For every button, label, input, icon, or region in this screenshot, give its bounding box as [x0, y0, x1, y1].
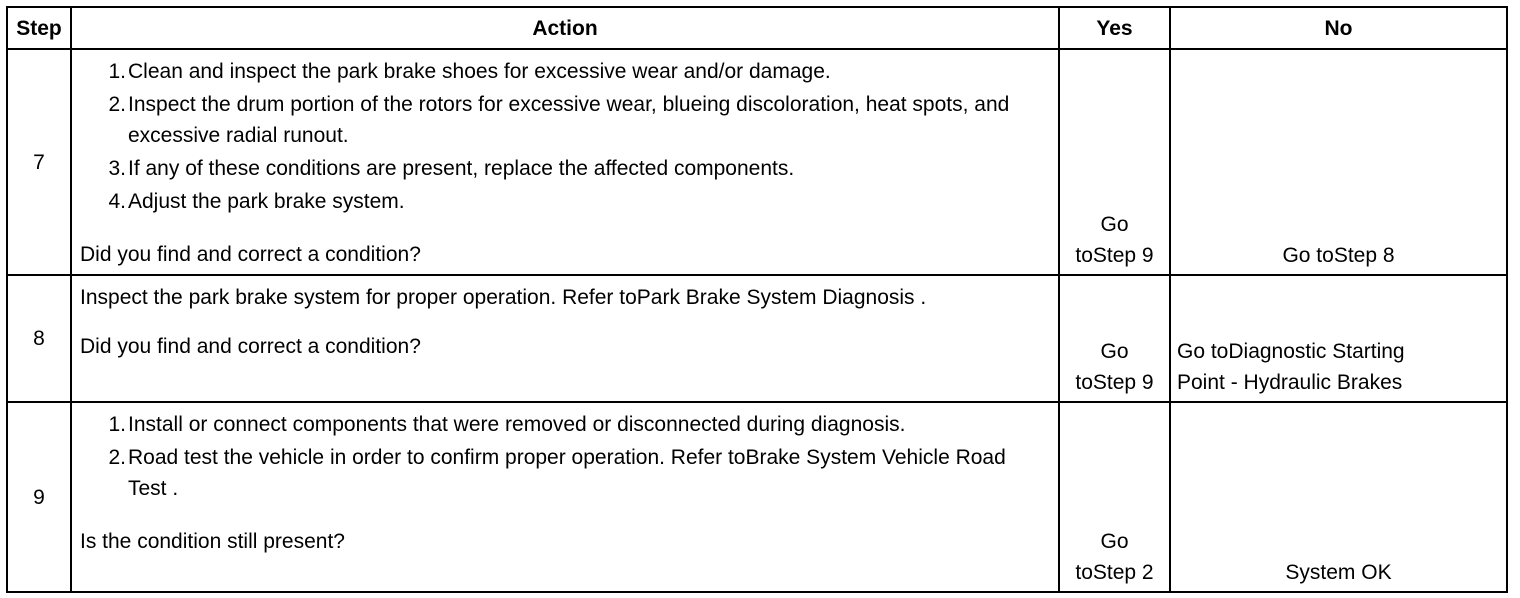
yes-text-line: Go: [1100, 340, 1129, 363]
list-item: [80, 153, 1050, 184]
list-item-text: Install or connect components that were removed or disconnected during diagnosis.: [128, 413, 906, 436]
list-item-number: 4.: [108, 190, 126, 213]
yes-text-line: toStep 9: [1075, 244, 1154, 267]
action-cell: [71, 49, 1059, 275]
list-item-number: 2.: [108, 446, 126, 469]
list-item: [80, 56, 1050, 87]
yes-text-line: Go: [1100, 530, 1129, 553]
header-yes: Yes: [1059, 7, 1170, 49]
step-number: 9: [7, 402, 71, 592]
no-cell: [1170, 275, 1507, 402]
action-cell: [71, 402, 1059, 592]
list-item: [80, 89, 1050, 151]
list-item-text: Clean and inspect the park brake shoes for excessive wear and/or damage.: [128, 60, 831, 83]
yes-cell: [1059, 275, 1170, 402]
table-row: [7, 402, 1507, 592]
no-text-line: Point - Hydraulic Brakes: [1177, 371, 1403, 394]
list-item-number: 1.: [108, 413, 126, 436]
action-list: [80, 409, 1050, 504]
action-question: Did you find and correct a condition?: [80, 243, 421, 266]
no-text-line: Go toStep 8: [1282, 244, 1395, 267]
list-item: [80, 409, 1050, 440]
header-step: Step: [7, 7, 71, 49]
yes-cell: [1059, 402, 1170, 592]
yes-text-line: Go: [1100, 213, 1129, 236]
action-cell: [71, 275, 1059, 402]
header-row: [7, 7, 1507, 49]
list-item: [80, 442, 1050, 504]
table-row: [7, 275, 1507, 402]
step-number: 7: [7, 49, 71, 275]
no-cell: [1170, 402, 1507, 592]
list-item-number: 1.: [108, 60, 126, 83]
yes-text-line: toStep 2: [1075, 561, 1154, 584]
action-list: [80, 56, 1050, 217]
no-cell: [1170, 49, 1507, 275]
step-number: 8: [7, 275, 71, 402]
yes-cell: [1059, 49, 1170, 275]
list-item-text: Road test the vehicle in order to confirm proper operation. Refer toBrake System Vehicle Road Test .: [128, 446, 1006, 500]
list-item: [80, 186, 1050, 217]
table-row: [7, 49, 1507, 275]
diagnostic-table: [6, 6, 1508, 593]
action-question: Did you find and correct a condition?: [80, 335, 421, 358]
list-item-text: If any of these conditions are present, replace the affected components.: [128, 157, 795, 180]
action-paragraph: Inspect the park brake system for proper operation. Refer toPark Brake System Diagnosis .: [80, 286, 927, 309]
yes-text-line: toStep 9: [1075, 371, 1154, 394]
list-item-text: Inspect the drum portion of the rotors for excessive wear, blueing discoloration, heat spots, and excessive radial runout.: [128, 93, 1010, 147]
list-item-number: 3.: [108, 157, 126, 180]
action-question: Is the condition still present?: [80, 530, 345, 553]
no-text-line: Go toDiagnostic Starting: [1177, 340, 1405, 363]
no-text-line: System OK: [1285, 561, 1392, 584]
list-item-number: 2.: [108, 93, 126, 116]
header-action: Action: [71, 7, 1059, 49]
header-no: No: [1170, 7, 1507, 49]
list-item-text: Adjust the park brake system.: [128, 190, 405, 213]
diagnostic-table-container: [6, 6, 1508, 593]
